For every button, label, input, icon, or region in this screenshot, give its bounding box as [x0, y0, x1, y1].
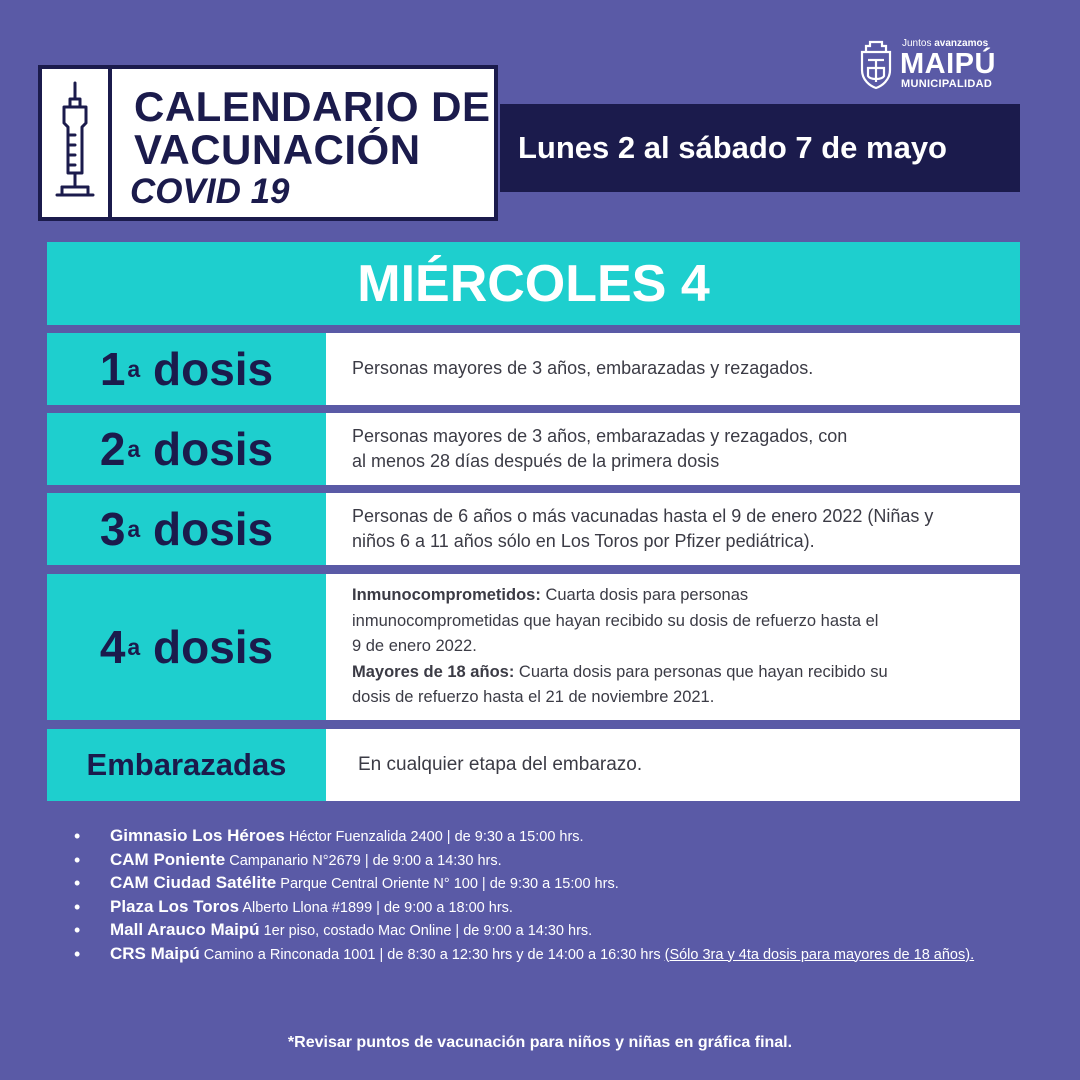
vaccination-locations-list [72, 825, 1012, 966]
footnote: *Revisar puntos de vacunación para niños y niñas en gráfica final. [287, 1034, 793, 1051]
dose-row-2 [47, 413, 1020, 485]
day-banner [47, 242, 1020, 325]
maipu-logo [858, 38, 1028, 94]
date-range-banner [500, 104, 1020, 192]
logo-name: MAIPÚ [900, 48, 996, 80]
pregnant-label: Embarazadas [47, 729, 326, 801]
pregnant-description: En cualquier etapa del embarazo. [326, 729, 1020, 801]
location-item: • Plaza Los Toros Alberto Llona #1899 | de 9:00 a 18:00 hrs. [72, 896, 1012, 920]
dose-description-1: Personas mayores de 3 años, embarazadas y rezagados. [326, 333, 1020, 405]
title-line-3: COVID 19 [130, 172, 290, 211]
dose-label-2: 2 a dosis [47, 413, 326, 485]
dose-description-2: Personas mayores de 3 años, embarazadas y rezagados, con al menos 28 días después de la primera dosis [326, 413, 1020, 485]
location-item: • CAM Poniente Campanario N°2679 | de 9:00 a 14:30 hrs. [72, 849, 1012, 873]
location-item: • CAM Ciudad Satélite Parque Central Oriente N° 100 | de 9:30 a 15:00 hrs. [72, 872, 1012, 896]
maipu-crest-icon [858, 38, 894, 90]
title-box [38, 65, 498, 221]
dose-description-4: Inmunocomprometidos: Cuarta dosis para personas inmunocomprometidas que hayan recibido su dosis de refuerzo hasta el 9 de enero 2022. Mayores de 18 años: Cuarta dosis para personas que hayan recibido su dosis de refuerzo hasta el 21 de noviembre 2021. [326, 574, 1020, 720]
title-line-2: VACUNACIÓN [134, 126, 421, 173]
dose-label-4: 4 a dosis [47, 574, 326, 720]
date-range-text: Lunes 2 al sábado 7 de mayo [518, 130, 947, 165]
dose-label-3: 3 a dosis [47, 493, 326, 565]
dose-row-4 [47, 574, 1020, 720]
location-item: • Mall Arauco Maipú 1er piso, costado Mac Online | de 9:00 a 14:30 hrs. [72, 919, 1012, 943]
location-item: • Gimnasio Los Héroes Héctor Fuenzalida 2400 | de 9:30 a 15:00 hrs. [72, 825, 1012, 849]
dose-description-3: Personas de 6 años o más vacunadas hasta el 9 de enero 2022 (Niñas y niños 6 a 11 años sólo en Los Toros por Pfizer pediátrica). [326, 493, 1020, 565]
dose-row-1 [47, 333, 1020, 405]
location-note: (Sólo 3ra y 4ta dosis para mayores de 18 años). [664, 946, 975, 963]
syringe-icon [42, 69, 108, 217]
title-line-1: CALENDARIO DE [134, 83, 491, 130]
logo-subtitle: MUNICIPALIDAD [901, 78, 993, 90]
location-item: • CRS Maipú Camino a Rinconada 1001 | de 8:30 a 12:30 hrs y de 14:00 a 16:30 hrs (Sólo 3ra y 4ta dosis para mayores de 18 años). [72, 943, 1012, 967]
syringe-panel [42, 69, 112, 217]
dose-row-3 [47, 493, 1020, 565]
dose-label-1: 1 a dosis [47, 333, 326, 405]
pregnant-row [47, 729, 1020, 801]
logo-tagline: Juntos avanzamos [902, 38, 989, 49]
day-title: MIÉRCOLES 4 [357, 254, 710, 313]
